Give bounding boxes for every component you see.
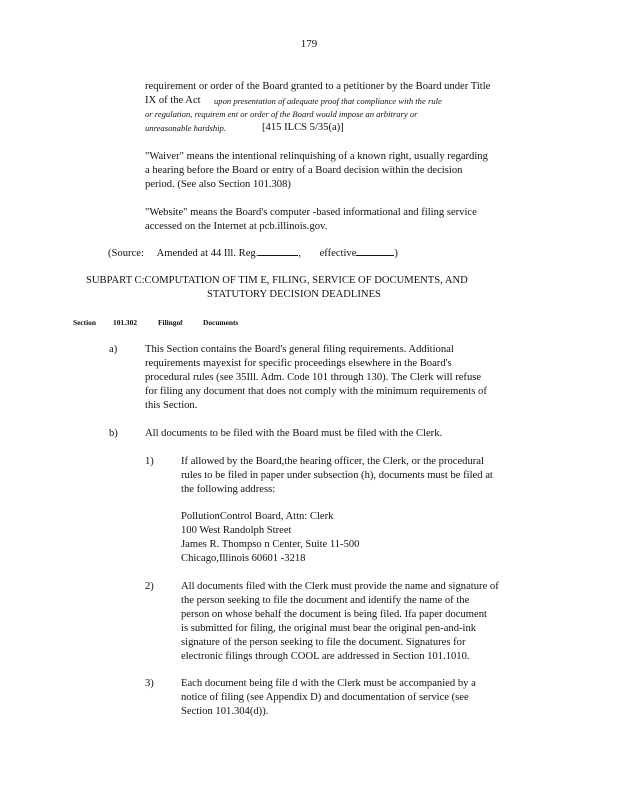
source-prefix: (Source:	[108, 248, 144, 259]
section-title-a: Filingof	[158, 318, 183, 327]
subpart-heading-line-1: SUBPART C:COMPUTATION OF TIM E, FILING, SERVICE OF DOCUMENTS, AND	[86, 275, 468, 286]
item-3-line-2: notice of filing (see Appendix D) and documentation of service (see	[181, 692, 469, 703]
para-a-line-2: requirements mayexist for specific proceedings elsewhere in the Board's	[145, 358, 452, 369]
para-a-line-3: procedural rules (see 35Ill. Adm. Code 101 through 130). The Clerk will refuse	[145, 372, 482, 383]
para-a-line-1: This Section contains the Board's general filing requirements. Additional	[145, 344, 454, 355]
page-number: 179	[300, 38, 318, 50]
item-2-marker: 2)	[145, 581, 154, 592]
item-3-line-3: Section 101.304(d)).	[181, 706, 269, 717]
address-line-1: PollutionControl Board, Attn: Clerk	[181, 511, 334, 522]
variance-line-4a: unreasonable hardship.	[145, 123, 227, 133]
source-amended: Amended at 44 Ill. Reg.	[156, 248, 259, 259]
item-1-line-1: If allowed by the Board,the hearing officer, the Clerk, or the procedural	[181, 456, 484, 467]
item-2-line-3: person on whose behalf the document is being filed. Ifa paper document	[181, 609, 487, 620]
source-note	[108, 246, 398, 260]
para-a-line-4: for filing any document that does not comply with the minimum requirements of	[145, 386, 487, 397]
section-label: Section	[73, 318, 96, 327]
item-2-line-1: All documents filed with the Clerk must provide the name and signature of	[181, 581, 499, 592]
item-2-line-4: is submitted for filing, the original must bear the original pen-and-ink	[181, 623, 477, 634]
item-2-line-5: signature of the person seeking to file the document. Signatures for	[181, 637, 466, 648]
waiver-line-2: a hearing before the Board or entry of a Board decision within the decision	[145, 165, 463, 176]
waiver-line-3: period. (See also Section 101.308)	[145, 179, 291, 190]
item-2-line-6: electronic filings through COOL are addressed in Section 101.1010.	[181, 651, 470, 662]
address-line-4: Chicago,Illinois 60601 -3218	[181, 553, 306, 564]
para-b-line-1: All documents to be filed with the Board must be filed with the Clerk.	[145, 428, 443, 439]
para-a-line-5: this Section.	[145, 400, 198, 411]
source-reg-blank	[258, 246, 298, 256]
variance-citation: [415 ILCS 5/35(a)]	[262, 122, 344, 133]
item-1-marker: 1)	[145, 456, 154, 467]
variance-line-3: or regulation, requirem ent or order of the Board would impose an arbitrary or	[145, 109, 418, 119]
para-b-marker: b)	[109, 428, 118, 439]
item-3-line-1: Each document being file d with the Clerk must be accompanied by a	[181, 678, 476, 689]
section-number: 101.302	[113, 318, 138, 327]
section-title-b: Documents	[203, 318, 239, 327]
website-line-1: "Website" means the Board's computer -based informational and filing service	[145, 207, 477, 218]
source-effective: effective	[319, 248, 357, 259]
address-line-3: James R. Thompso n Center, Suite 11-500	[181, 539, 360, 550]
variance-line-2b: upon presentation of adequate proof that compliance with the rule	[214, 96, 442, 106]
address-line-2: 100 West Randolph Street	[181, 525, 292, 536]
variance-line-1: requirement or order of the Board granted to a petitioner by the Board under Title	[145, 81, 491, 92]
subpart-heading-line-2: STATUTORY DECISION DEADLINES	[207, 289, 381, 300]
source-comma: ,	[298, 248, 302, 259]
item-1-line-3: the following address:	[181, 484, 276, 495]
website-line-2: accessed on the Internet at pcb.illinois.gov.	[145, 221, 328, 232]
para-a-marker: a)	[109, 344, 118, 355]
source-close: )	[394, 248, 398, 259]
waiver-line-1: "Waiver" means the intentional relinquishing of a known right, usually regarding	[145, 151, 488, 162]
variance-line-2a: IX of the Act	[145, 95, 201, 106]
item-2-line-2: the person seeking to file the document and identify the name of the	[181, 595, 470, 606]
source-effective-blank	[356, 246, 394, 256]
item-3-marker: 3)	[145, 678, 154, 689]
item-1-line-2: rules to be filed in paper under subsection (h), documents must be filed at	[181, 470, 493, 481]
